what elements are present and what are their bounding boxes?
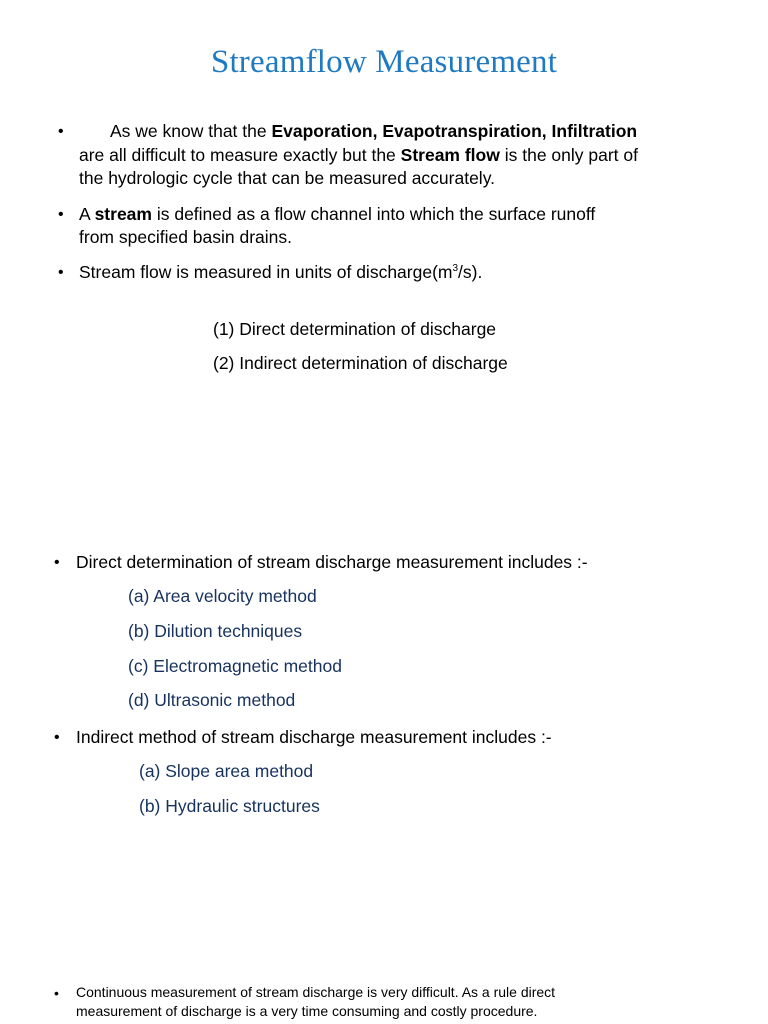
direct-heading: Direct determination of stream discharge measurement includes :- (76, 552, 588, 572)
footer-line-1: Continuous measurement of stream discharge is very difficult. As a rule direct (76, 984, 556, 1000)
bold-terms: Evaporation, Evapotranspiration, Infiltration (271, 121, 638, 141)
direct-item: (b) Dilution techniques (128, 621, 303, 641)
direct-item: (d) Ultrasonic method (128, 690, 296, 710)
text-fragment: A (79, 204, 95, 224)
bullet-marker: • (58, 264, 64, 281)
bullet-marker: • (58, 206, 64, 223)
superscript: 3 (452, 263, 459, 275)
text-fragment: is defined as a flow channel into which the surface runoff (151, 204, 596, 224)
paragraph-1-line-2 (79, 144, 638, 167)
indirect-heading: Indirect method of stream discharge measurement includes :- (76, 727, 552, 747)
text-fragment: As we know that the (110, 121, 272, 141)
text-fragment: is the only part of (499, 145, 638, 165)
method-item: (2) Indirect determination of discharge (213, 353, 508, 373)
paragraph-2-line-1 (79, 203, 595, 226)
method-item: (1) Direct determination of discharge (213, 319, 497, 339)
indirect-item: (a) Slope area method (139, 761, 314, 781)
indirect-item: (b) Hydraulic structures (139, 796, 320, 816)
paragraph-1-line-1 (110, 120, 637, 143)
page-title: Streamflow Measurement (210, 44, 558, 80)
bullet-marker: • (54, 985, 59, 1001)
footer-line-2: measurement of discharge is a very time consuming and costly procedure. (76, 1003, 538, 1019)
direct-item: (c) Electromagnetic method (128, 656, 342, 676)
bold-term-stream: stream (94, 204, 152, 224)
bullet-marker: • (54, 729, 60, 746)
bullet-marker: • (54, 554, 60, 571)
paragraph-2-line-2: from specified basin drains. (79, 227, 293, 247)
bold-term-stream-flow: Stream flow (400, 145, 500, 165)
paragraph-3 (79, 261, 482, 284)
text-fragment: Stream flow is measured in units of discharge(m (79, 262, 453, 282)
bullet-marker: • (58, 123, 64, 140)
direct-item: (a) Area velocity method (128, 586, 317, 606)
text-fragment: /s). (458, 262, 483, 282)
paragraph-1-line-3: the hydrologic cycle that can be measured accurately. (79, 168, 496, 188)
text-fragment: are all difficult to measure exactly but the (79, 145, 401, 165)
